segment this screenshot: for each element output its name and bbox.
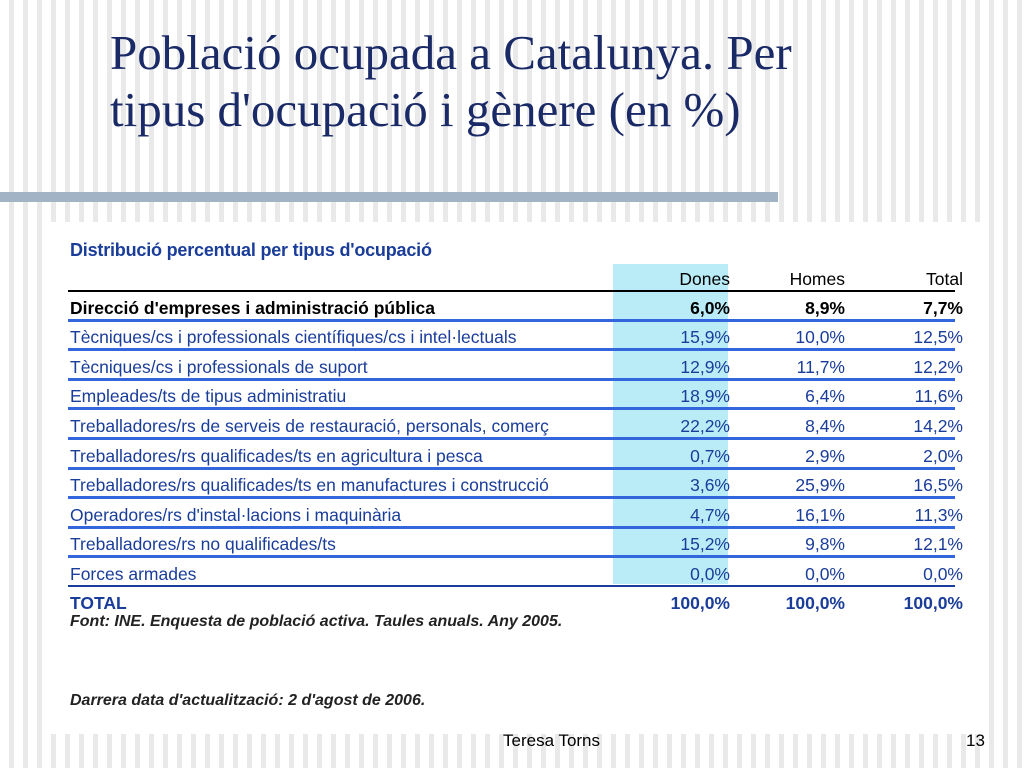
cell-total: 11,6%: [914, 386, 963, 407]
update-note: Darrera data d'actualització: 2 d'agost de 2006.: [70, 692, 426, 709]
cell-total: 2,0%: [923, 445, 963, 466]
cell-homes: 11,7%: [796, 356, 845, 377]
cell-homes: 8,4%: [805, 415, 845, 436]
row-label: Treballadores/rs no qualificades/ts: [70, 534, 336, 555]
cell-dones: 18,9%: [680, 386, 730, 407]
cell-homes: 0,0%: [805, 563, 845, 584]
row-label: Operadores/rs d'instal·lacions i maquinària: [70, 504, 402, 525]
cell-homes: 16,1%: [795, 504, 845, 525]
slide-title-line-1: Població ocupada a Catalunya. Per: [110, 25, 792, 80]
cell-dones: 3,6%: [690, 475, 730, 496]
table-row: [68, 322, 963, 352]
table-row: [68, 292, 963, 322]
row-label: Treballadores/rs de serveis de restauració, personals, comerç: [70, 415, 549, 436]
table-row: [68, 499, 963, 529]
slide-title-line-2: tipus d'ocupació i gènere (en %): [110, 82, 741, 137]
table-row: [68, 410, 963, 440]
cell-dones: 0,7%: [690, 445, 730, 466]
cell-dones: 0,0%: [690, 563, 730, 584]
column-header-homes: Homes: [789, 269, 845, 289]
author-footer: Teresa Torns: [503, 731, 601, 750]
occupation-table: [68, 264, 963, 614]
column-header-dones: Dones: [679, 269, 730, 289]
cell-homes: 9,8%: [805, 534, 845, 555]
row-label: Forces armades: [70, 563, 197, 584]
row-label: Tècniques/cs i professionals científiques/cs i intel·lectuals: [70, 327, 517, 348]
cell-dones: 12,9%: [680, 356, 730, 377]
cell-dones: 15,9%: [680, 327, 730, 348]
row-label: Treballadores/rs qualificades/ts en manufactures i construcció: [70, 475, 549, 496]
slide-title: [110, 24, 990, 138]
cell-total: 100,0%: [903, 592, 963, 613]
cell-total: 12,5%: [913, 327, 963, 348]
cell-dones: 15,2%: [680, 534, 730, 555]
row-label: Empleades/ts de tipus administratiu: [70, 386, 347, 407]
table-row: [68, 440, 963, 470]
cell-total: 16,5%: [913, 475, 963, 496]
cell-total: 12,1%: [913, 534, 963, 555]
source-note: Font: INE. Enquesta de població activa. Taules anuals. Any 2005.: [70, 613, 563, 630]
table-row: [68, 529, 963, 559]
cell-homes: 25,9%: [795, 475, 845, 496]
cell-dones: 6,0%: [690, 297, 730, 318]
row-label: Direcció d'empreses i administració pública: [70, 297, 435, 318]
cell-dones: 22,2%: [680, 415, 730, 436]
cell-homes: 8,9%: [805, 297, 845, 318]
cell-total: 14,2%: [913, 415, 963, 436]
cell-total: 0,0%: [923, 563, 963, 584]
page-number: 13: [966, 731, 985, 750]
cell-total: 12,2%: [913, 356, 963, 377]
cell-homes: 2,9%: [805, 445, 845, 466]
table-header-row: [68, 264, 963, 292]
table-total-row: [68, 587, 963, 614]
row-label: Tècniques/cs i professionals de suport: [70, 356, 368, 377]
cell-dones: 100,0%: [670, 592, 730, 613]
cell-homes: 6,4%: [805, 386, 845, 407]
cell-homes: 100,0%: [785, 592, 845, 613]
column-header-total: Total: [926, 269, 963, 289]
table-row: [68, 558, 963, 587]
cell-homes: 10,0%: [795, 327, 845, 348]
cell-dones: 4,7%: [690, 504, 730, 525]
row-label: TOTAL: [70, 592, 127, 613]
table-row: [68, 381, 963, 411]
table-heading: Distribució percentual per tipus d'ocupació: [70, 240, 432, 260]
table-row: [68, 470, 963, 500]
row-label: Treballadores/rs qualificades/ts en agricultura i pesca: [70, 445, 483, 466]
title-divider: [0, 192, 778, 202]
cell-total: 11,3%: [914, 504, 963, 525]
cell-total: 7,7%: [923, 297, 963, 318]
table-row: [68, 351, 963, 381]
